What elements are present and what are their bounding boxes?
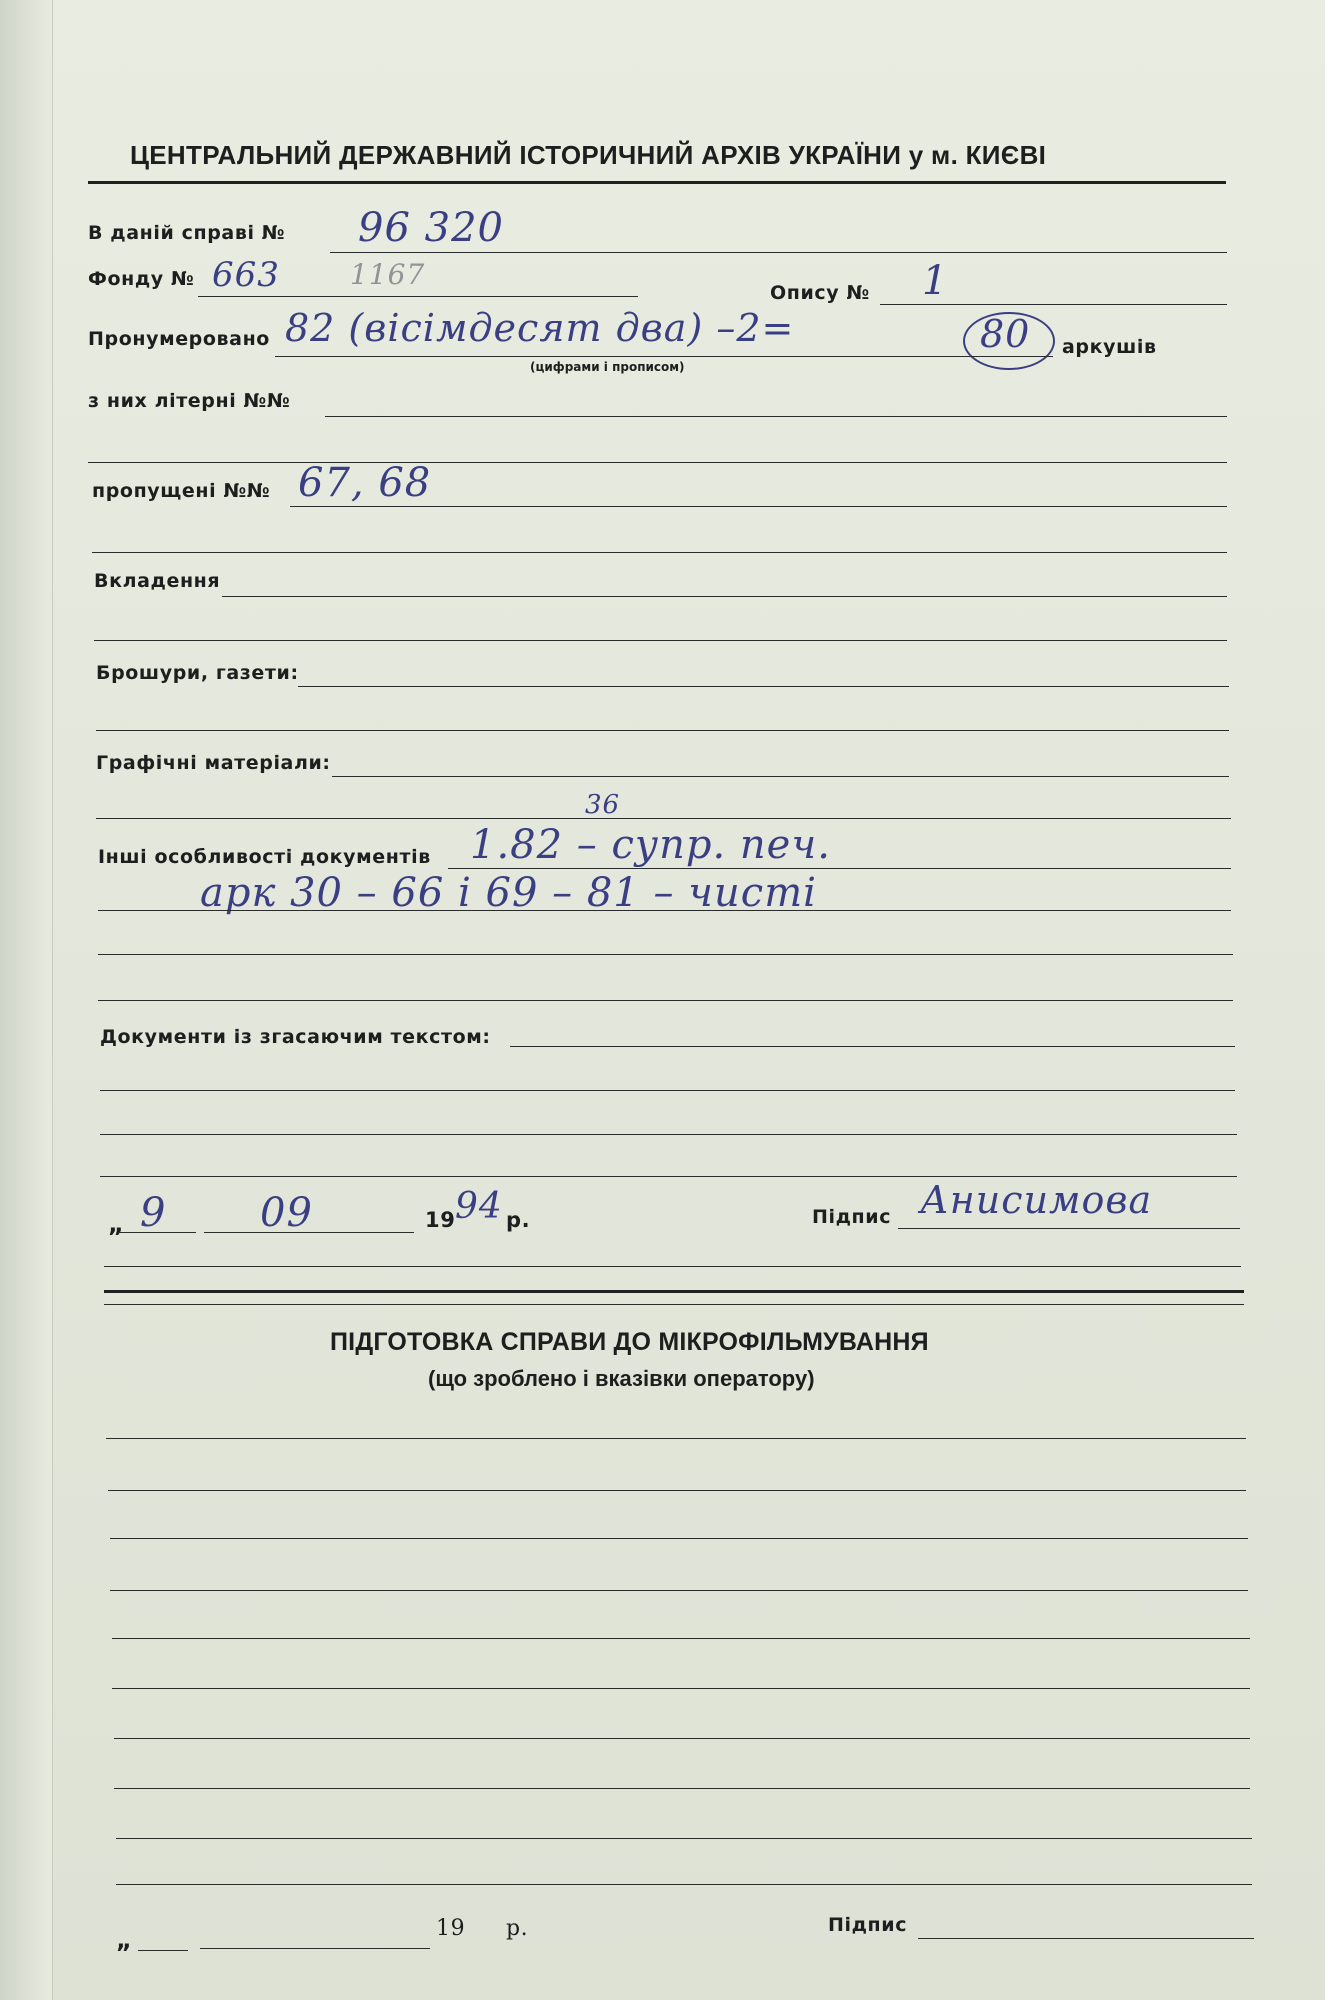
brochures-line-2 — [96, 730, 1229, 731]
other-line-3 — [98, 954, 1233, 955]
opys-value: 1 — [922, 258, 949, 304]
numbered-value: 82 (вісімдесят два) –2= — [285, 306, 795, 350]
graphic-label: Графічні матеріали: — [96, 752, 331, 774]
fond-line — [198, 296, 638, 297]
numbered-label: Пронумеровано — [88, 328, 270, 350]
brochures-label: Брошури, газети: — [96, 662, 299, 684]
micro-line-6 — [112, 1688, 1250, 1689]
skipped-line-2 — [92, 552, 1227, 553]
micro-date-day-line — [138, 1950, 188, 1951]
micro-signature-line — [918, 1938, 1254, 1939]
other-line — [448, 868, 1231, 869]
micro-title: ПІДГОТОВКА СПРАВИ ДО МІКРОФІЛЬМУВАННЯ — [330, 1328, 929, 1356]
section-divider-2 — [104, 1304, 1244, 1305]
numbered-line — [275, 356, 1053, 357]
micro-line-2 — [108, 1490, 1246, 1491]
opys-label: Опису № — [770, 282, 870, 304]
page-left-margin — [0, 0, 53, 2000]
other-label: Інші особливості документів — [98, 846, 431, 868]
other-mark: 36 — [585, 790, 621, 820]
date-month-line — [204, 1232, 414, 1233]
date-day-line — [118, 1232, 196, 1233]
micro-line-5 — [112, 1638, 1250, 1639]
date-quote: „ — [108, 1210, 125, 1238]
fading-line-3 — [100, 1134, 1237, 1135]
numbered-circled-value: 80 — [980, 312, 1031, 356]
micro-line-10 — [116, 1884, 1252, 1885]
literal-line-2 — [88, 462, 1227, 463]
brochures-line — [298, 686, 1229, 687]
attachments-line-2 — [94, 640, 1227, 641]
date-day: 9 — [140, 1190, 167, 1236]
case-number-label: В даній справі № — [88, 222, 286, 244]
other-value-line2: арк 30 – 66 і 69 – 81 – чисті — [200, 870, 817, 916]
micro-line-4 — [110, 1590, 1248, 1591]
fond-label: Фонду № — [88, 268, 195, 290]
signature-line — [898, 1228, 1240, 1229]
archive-title: ЦЕНТРАЛЬНИЙ ДЕРЖАВНИЙ ІСТОРИЧНИЙ АРХІВ УКРАЇНИ у м. КИЄВІ — [130, 140, 1047, 170]
attachments-label: Вкладення — [94, 570, 221, 592]
date-year-prefix: 19 — [425, 1208, 456, 1232]
fond-value-alt: 1167 — [350, 258, 426, 291]
graphic-line-2 — [96, 818, 1231, 819]
case-number-value: 96 320 — [358, 205, 504, 251]
skipped-label: пропущені №№ — [92, 480, 271, 502]
attachments-line — [222, 596, 1227, 597]
literal-label: з них літерні №№ — [88, 390, 291, 412]
fading-line — [510, 1046, 1235, 1047]
signature-label: Підпис — [812, 1206, 892, 1228]
sheets-label: аркушів — [1062, 336, 1157, 358]
skipped-line — [290, 506, 1227, 507]
section-divider — [104, 1290, 1244, 1293]
micro-line-7 — [114, 1738, 1250, 1739]
skipped-value: 67, 68 — [298, 460, 432, 506]
micro-date-year-prefix: 19 — [436, 1916, 466, 1941]
fading-line-2 — [100, 1090, 1235, 1091]
micro-line-9 — [116, 1838, 1252, 1839]
opys-line — [880, 304, 1227, 305]
other-value-line1: 1.82 – супр. печ. — [470, 822, 831, 868]
micro-date-month-line — [200, 1948, 430, 1949]
micro-subtitle: (що зроблено і вказівки оператору) — [428, 1366, 815, 1391]
literal-line — [325, 416, 1227, 417]
micro-line-8 — [114, 1788, 1250, 1789]
date-r: р. — [506, 1208, 531, 1232]
other-line-2 — [98, 910, 1231, 911]
graphic-line — [332, 776, 1229, 777]
micro-signature-label: Підпис — [828, 1914, 908, 1936]
signature-value: Анисимова — [920, 1178, 1153, 1222]
micro-line-1 — [106, 1438, 1246, 1439]
numbered-hint: (цифрами і прописом) — [530, 360, 685, 374]
micro-date-quote: „ — [116, 1926, 133, 1954]
date-month: 09 — [260, 1190, 313, 1236]
micro-date-r: р. — [506, 1916, 529, 1941]
header-underline — [88, 181, 1226, 184]
micro-line-3 — [110, 1538, 1248, 1539]
fading-line-4 — [100, 1176, 1237, 1177]
fond-value: 663 — [212, 255, 280, 295]
case-number-line — [330, 252, 1227, 253]
fading-label: Документи із згасаючим текстом: — [100, 1026, 491, 1048]
other-line-4 — [98, 1000, 1233, 1001]
date-year-suffix: 94 — [455, 1186, 503, 1227]
after-date-line — [104, 1266, 1241, 1267]
